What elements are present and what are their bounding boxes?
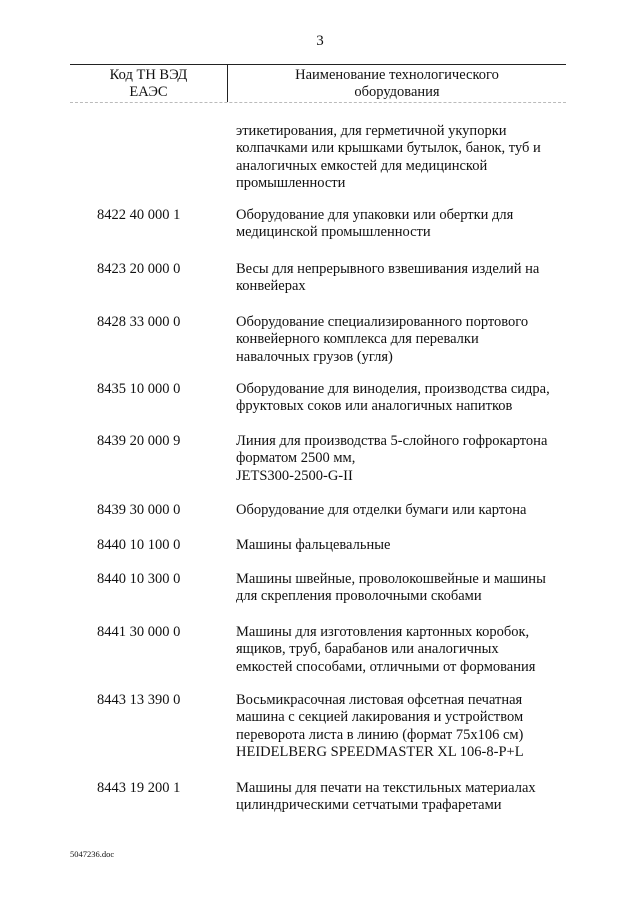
- description-line: переворота листа в линию (формат 75x106 см): [236, 726, 524, 743]
- row-description: [236, 624, 576, 676]
- description-line: аналогичных емкостей для медицинской: [236, 157, 488, 174]
- table-header-bottom-rule: [70, 102, 566, 103]
- row-code: 8443 13 390 0: [97, 692, 181, 708]
- header-name-line: Наименование технологического: [295, 67, 499, 83]
- description-line: конвейерах: [236, 278, 306, 295]
- description-line: Машины для изготовления картонных коробок,: [236, 624, 530, 640]
- description-line: Машины для печати на текстильных материалах: [236, 780, 536, 796]
- header-code-column: [70, 67, 227, 101]
- row-description: [236, 314, 576, 366]
- description-line: этикетирования, для герметичной укупорки: [236, 123, 507, 139]
- description-line: цилиндрическими сетчатыми трафаретами: [236, 797, 502, 814]
- row-description: [236, 571, 576, 606]
- description-line: Машины швейные, проволокошвейные и машины: [236, 571, 546, 587]
- row-code: 8428 33 000 0: [97, 314, 181, 330]
- row-description: [236, 433, 576, 485]
- description-line: Оборудование специализированного портового: [236, 314, 529, 330]
- description-line: HEIDELBERG SPEEDMASTER XL 106-8-P+L: [236, 744, 524, 761]
- page-number: 3: [316, 33, 324, 49]
- description-line: ящиков, труб, барабанов или аналогичных: [236, 641, 499, 658]
- description-line: Оборудование для отделки бумаги или картона: [236, 502, 527, 518]
- row-code: 8423 20 000 0: [97, 261, 181, 277]
- description-line: фруктовых соков или аналогичных напитков: [236, 398, 513, 415]
- description-line: Восьмикрасочная листовая офсетная печатная: [236, 692, 523, 708]
- row-code: 8439 20 000 9: [97, 433, 181, 449]
- header-code-line: Код ТН ВЭД: [109, 67, 188, 83]
- description-line: машина с секцией лакирования и устройством: [236, 709, 524, 726]
- header-name-line: оборудования: [354, 84, 440, 100]
- row-description: [236, 381, 576, 416]
- header-name-column: [228, 67, 566, 101]
- table-header-top-rule: [70, 64, 566, 65]
- row-code: 8435 10 000 0: [97, 381, 181, 397]
- description-line: Весы для непрерывного взвешивания изделий на: [236, 261, 540, 277]
- description-line: медицинской промышленности: [236, 224, 431, 241]
- continued-description: [236, 123, 566, 193]
- row-code: 8440 10 100 0: [97, 537, 181, 553]
- row-description: [236, 780, 576, 815]
- description-line: для скрепления проволочными скобами: [236, 588, 482, 605]
- row-description: [236, 502, 576, 519]
- description-line: колпачками или крышками бутылок, банок, туб и: [236, 140, 541, 157]
- row-description: [236, 692, 576, 762]
- row-description: [236, 537, 576, 554]
- description-line: JETS300-2500-G-II: [236, 467, 353, 484]
- description-line: форматом 2500 мм,: [236, 450, 356, 467]
- row-description: [236, 207, 576, 242]
- row-code: 8441 30 000 0: [97, 624, 181, 640]
- footer-filename: 5047236.doc: [70, 849, 115, 859]
- row-description: [236, 261, 576, 296]
- row-code: 8443 19 200 1: [97, 780, 181, 796]
- description-line: навалочных грузов (угля): [236, 348, 393, 365]
- row-code: 8422 40 000 1: [97, 207, 181, 223]
- description-line: Оборудование для упаковки или обертки для: [236, 207, 514, 223]
- row-code: 8440 10 300 0: [97, 571, 181, 587]
- description-line: Машины фальцевальные: [236, 537, 391, 553]
- description-line: промышленности: [236, 175, 346, 192]
- description-line: Линия для производства 5-слойного гофрокартона: [236, 433, 548, 449]
- description-line: емкостей способами, отличными от формования: [236, 658, 536, 675]
- header-code-line: ЕАЭС: [129, 84, 168, 100]
- description-line: Оборудование для виноделия, производства сидра,: [236, 381, 550, 397]
- row-code: 8439 30 000 0: [97, 502, 181, 518]
- description-line: конвейерного комплекса для перевалки: [236, 331, 479, 348]
